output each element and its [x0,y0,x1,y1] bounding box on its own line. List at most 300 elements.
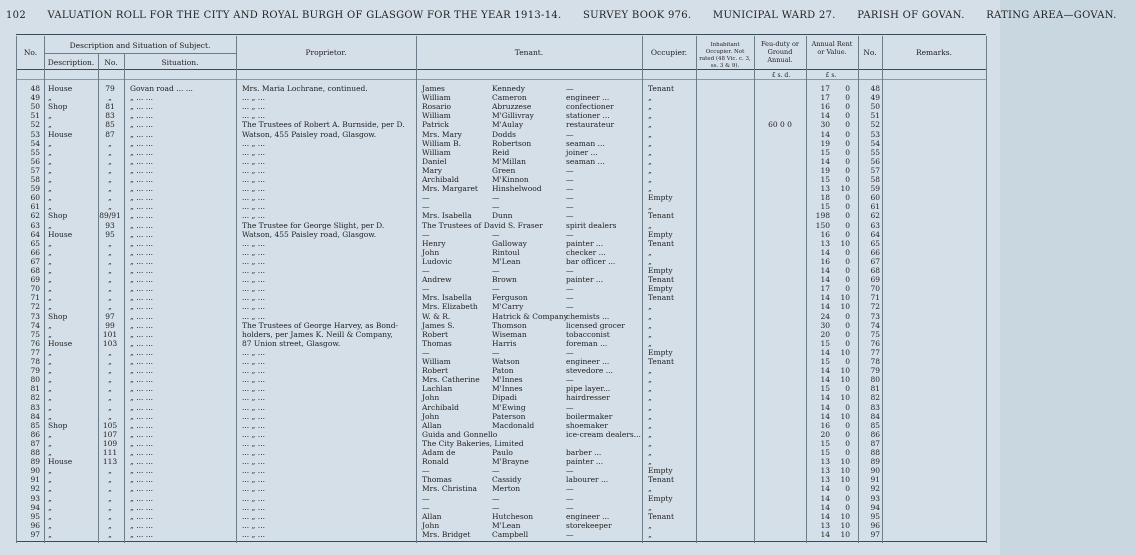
proprietor-cell: ... „ ... [242,484,265,494]
tenant-firstname-cell: Mrs. Bridget [422,529,471,539]
col-sep [124,53,125,543]
situation-cell: „ ... ... [130,165,153,175]
situation-cell: „ ... ... [130,457,153,467]
roll-title: VALUATION ROLL FOR THE CITY AND ROYAL BURGH OF GLASGOW FOR THE YEAR 1913-14. [47,10,562,21]
description-cell: „ [48,475,52,485]
entry-no: 93 [30,493,40,503]
tenant-surname-cell: Reid [492,147,510,157]
street-number-cell: 101 [102,329,118,339]
col-occupier: Occupier. [650,48,688,57]
situation-cell: Govan road ... ... [130,84,193,93]
proprietor-cell: ... „ ... [242,256,265,266]
rent-shillings-cell: 0 [845,247,850,257]
tenant-occupation-cell: — [566,347,574,357]
occupier-cell: Tenant [648,293,675,303]
rent-shillings-cell: 10 [840,302,850,312]
tenant-occupation-cell: engineer ... [566,93,610,103]
proprietor-cell: ... „ ... [242,347,265,357]
tenant-occupation-cell: seaman ... [566,156,605,166]
street-number-cell: „ [108,247,112,257]
rent-shillings-cell: 10 [840,475,850,485]
rent-pounds-cell: 15 [820,384,830,394]
entry-no: 62 [30,211,40,221]
occupier-cell: Empty [648,493,673,503]
rent-shillings-cell: 0 [845,156,850,166]
situation-cell: „ ... ... [130,120,153,130]
street-number-cell: „ [108,266,112,275]
situation-cell: „ ... ... [130,156,153,166]
occupier-cell: Empty [648,284,673,294]
col-sep [986,36,987,543]
rent-shillings-cell: 0 [845,448,850,457]
proprietor-cell: ... „ ... [242,102,265,112]
entry-no: 92 [30,484,40,494]
occupier-cell: Empty [648,347,673,357]
situation-cell: „ ... ... [130,484,153,494]
proprietor-cell: ... „ ... [242,457,265,467]
situation-cell: „ ... ... [130,238,153,248]
rent-pounds-cell: 13 [820,520,830,530]
rent-pounds-cell: 17 [820,284,830,294]
rent-pounds-cell: 16 [820,229,830,239]
proprietor-cell: ... „ ... [242,502,265,512]
proprietor-cell: ... „ ... [242,402,265,412]
page-number: 102 [6,10,26,21]
entry-no-right: 70 [870,284,880,294]
occupier-cell: Empty [648,193,673,203]
street-number-cell: „ [108,393,112,403]
entry-no-right: 91 [870,475,880,485]
description-cell: „ [48,366,52,376]
situation-cell: „ ... ... [130,175,153,184]
tenant-occupation-cell: engineer ... [566,511,610,521]
entry-no: 60 [30,193,40,203]
occupier-cell: Empty [648,266,673,275]
entry-no-right: 97 [870,529,880,539]
tenant-firstname-cell: Allan [422,511,442,521]
proprietor-cell: ... „ ... [242,247,265,257]
tenant-surname-cell: Thomson [492,320,527,330]
situation-cell: „ ... ... [130,302,153,312]
occupier-cell: „ [648,111,652,121]
entry-no-right: 82 [870,393,880,403]
proprietor-cell: ... „ ... [242,493,265,503]
rent-pounds-cell: 15 [820,357,830,366]
tenant-occupation-cell: boilermaker [566,411,613,421]
rent-shillings-cell: 0 [845,320,850,330]
tenant-surname-cell: M'Brayne [492,457,529,467]
tenant-occupation-cell: chemists ... [566,311,610,321]
rent-shillings-cell: 0 [845,275,850,285]
entry-no: 67 [30,256,40,266]
occupier-cell: „ [648,484,652,494]
proprietor-cell: ... „ ... [242,175,265,184]
entry-no-right: 93 [870,493,880,503]
top-rule [16,34,986,35]
proprietor-cell: ... „ ... [242,147,265,157]
tenant-surname-cell: — [492,502,500,512]
proprietor-cell: ... „ ... [242,511,265,521]
proprietor-cell: ... „ ... [242,393,265,403]
rent-shillings-cell: 10 [840,366,850,376]
entry-no: 56 [30,156,40,166]
description-cell: „ [48,320,52,330]
street-number-cell: „ [108,256,112,266]
tenant-firstname-cell: William [422,111,451,121]
tenant-surname-cell: M'Kinnon [492,175,529,184]
tenant-occupation-cell: painter ... [566,238,604,248]
proprietor-cell: ... „ ... [242,211,265,221]
proprietor-cell: ... „ ... [242,275,265,285]
street-number-cell: „ [108,147,112,157]
occupier-cell: Tenant [648,275,675,285]
rent-shillings-cell: 0 [845,93,850,103]
situation-cell: „ ... ... [130,184,153,194]
occupier-cell: „ [648,520,652,530]
entry-no-right: 94 [870,502,880,512]
situation-cell: „ ... ... [130,448,153,457]
entry-no: 54 [30,138,40,148]
description-cell: „ [48,393,52,403]
col-description: Description. [47,58,95,67]
description-cell: „ [48,175,52,184]
tenant-surname-cell: M'Aulay [492,120,524,130]
entry-no-right: 96 [870,520,880,530]
situation-cell: „ ... ... [130,220,153,230]
tenant-firstname-cell: — [422,193,430,203]
col-rent: Annual Rent or Value. [811,40,853,56]
rent-shillings-cell: 0 [845,256,850,266]
occupier-cell: „ [648,302,652,312]
street-number-cell: „ [108,529,112,539]
street-number-cell: „ [108,366,112,376]
situation-cell: „ ... ... [130,256,153,266]
description-cell: „ [48,202,52,212]
tenant-occupation-cell: — [566,466,574,476]
rent-pounds-cell: 13 [820,238,830,248]
description-cell: „ [48,247,52,257]
tenant-firstname-cell: Ronald [422,457,449,467]
entry-no-right: 92 [870,484,880,494]
col-inhabitant: Inhabitant Occupier. Not rated (48 Vic. c. 3, ss. 3 & 9). [699,42,751,69]
rent-pounds-cell: 14 [820,266,830,275]
street-number-cell: 89/91 [99,211,121,221]
tenant-surname-cell: M'Lean [492,520,521,530]
entry-no-right: 59 [870,184,880,194]
entry-no-right: 79 [870,366,880,376]
entry-no-right: 53 [870,129,880,139]
entry-no: 51 [30,111,40,121]
rent-shillings-cell: 0 [845,311,850,321]
entry-no-right: 66 [870,247,880,257]
rent-pounds-cell: 198 [815,211,830,221]
tenant-firstname-cell: — [422,347,430,357]
tenant-occupation-cell: bar officer ... [566,256,616,266]
occupier-cell: „ [648,502,652,512]
proprietor-cell: ... „ ... [242,302,265,312]
occupier-cell: „ [648,438,652,448]
description-cell: „ [48,375,52,385]
entry-no-right: 74 [870,320,880,330]
proprietor-cell: ... „ ... [242,366,265,376]
tenant-firstname-cell: John [422,393,440,403]
tenant-firstname-cell: Archibald [422,175,459,184]
tenant-surname-cell: Merton [492,484,521,494]
tenant-surname-cell: Abruzzese [492,102,532,112]
tenant-occupation-cell: — [566,493,574,503]
entry-no: 79 [30,366,40,376]
situation-cell: „ ... ... [130,366,153,376]
rent-shillings-cell: 0 [845,220,850,230]
street-number-cell: 99 [105,320,115,330]
occupier-cell: „ [648,129,652,139]
rating-area: RATING AREA—GOVAN. [986,10,1117,21]
entry-no: 49 [30,93,40,103]
description-cell: „ [48,256,52,266]
tenant-surname-cell: Hinshelwood [492,184,542,194]
tenant-surname-cell: — [492,266,500,275]
entry-no-right: 51 [870,111,880,121]
description-cell: „ [48,511,52,521]
tenant-occupation-cell: — [566,129,574,139]
entry-no: 81 [30,384,40,394]
tenant-occupation-cell: — [566,266,574,275]
proprietor-cell: ... „ ... [242,475,265,485]
description-cell: „ [48,357,52,366]
rent-pounds-cell: 17 [820,93,830,103]
tenant-surname-cell: M'Gillivray [492,111,534,121]
situation-cell: „ ... ... [130,102,153,112]
proprietor-cell: Mrs. Maria Lochrane, continued. [242,84,368,93]
tenant-occupation-cell: stevedore ... [566,366,613,376]
tenant-occupation-cell: — [566,193,574,203]
rent-shillings-cell: 0 [845,266,850,275]
tenant-firstname-cell: The Trustees of David S. Fraser [422,220,543,230]
tenant-firstname-cell: William [422,147,451,157]
street-number-cell: „ [108,193,112,203]
description-cell: Shop [48,311,68,321]
entry-no-right: 83 [870,402,880,412]
rent-shillings-cell: 0 [845,329,850,339]
tenant-occupation-cell: — [566,302,574,312]
occupier-cell: „ [648,120,652,130]
rent-pounds-cell: 17 [820,84,830,93]
rent-pounds-cell: 24 [820,311,830,321]
rent-pounds-cell: 14 [820,484,830,494]
tenant-occupation-cell: — [566,202,574,212]
entry-no-right: 57 [870,165,880,175]
tenant-surname-cell: — [492,466,500,476]
tenant-occupation-cell: seaman ... [566,138,605,148]
entry-no: 90 [30,466,40,476]
rent-shillings-cell: 0 [845,484,850,494]
rent-pounds-cell: 13 [820,466,830,476]
entry-no-right: 88 [870,448,880,457]
tenant-firstname-cell: The City Bakeries, Limited [422,438,524,448]
tenant-surname-cell: Cassidy [492,475,522,485]
proprietor-cell: The Trustees of George Harvey, as Bond- [242,320,399,330]
tenant-surname-cell: Macdonald [492,420,535,430]
rent-shillings-cell: 0 [845,120,850,130]
entry-no: 87 [30,438,40,448]
proprietor-cell: ... „ ... [242,429,265,439]
entry-no-right: 61 [870,202,880,212]
rent-shillings-cell: 10 [840,375,850,385]
tenant-occupation-cell: checker ... [566,247,606,257]
street-number-cell: 103 [102,338,118,348]
proprietor-cell: ... „ ... [242,238,265,248]
proprietor-cell: ... „ ... [242,466,265,476]
tenant-firstname-cell: — [422,493,430,503]
entry-no-right: 81 [870,384,880,394]
street-number-cell: „ [108,175,112,184]
occupier-cell: „ [648,138,652,148]
entry-no: 75 [30,329,40,339]
occupier-cell: „ [648,338,652,348]
proprietor-cell: ... „ ... [242,448,265,457]
description-cell: „ [48,438,52,448]
situation-cell: „ ... ... [130,275,153,285]
situation-cell: „ ... ... [130,229,153,239]
description-cell: Shop [48,211,68,221]
situation-cell: „ ... ... [130,147,153,157]
tenant-occupation-cell: — [566,529,574,539]
proprietor-cell: Watson, 455 Paisley road, Glasgow. [242,229,377,239]
occupier-cell: „ [648,93,652,103]
proprietor-cell: ... „ ... [242,293,265,303]
tenant-occupation-cell: barber ... [566,448,602,457]
rent-pounds-cell: 16 [820,256,830,266]
situation-cell: „ ... ... [130,202,153,212]
street-number-cell: 81 [105,102,115,112]
tenant-surname-cell: M'Ewing [492,402,526,412]
tenant-occupation-cell: stationer ... [566,111,610,121]
tenant-occupation-cell: joiner ... [566,147,598,157]
entry-no-right: 58 [870,175,880,184]
entry-no: 71 [30,293,40,303]
tenant-surname-cell: Hatrick & Company [492,311,568,321]
rent-pounds-cell: 16 [820,102,830,112]
rent-pounds-cell: 15 [820,202,830,212]
tenant-surname-cell: M'Lean [492,256,521,266]
entry-no: 78 [30,357,40,366]
rent-pounds-cell: 13 [820,457,830,467]
entry-no-right: 95 [870,511,880,521]
tenant-firstname-cell: Adam de [422,448,456,457]
col-situation: Situation. [161,58,199,67]
street-number-cell: „ [108,202,112,212]
entry-no: 95 [30,511,40,521]
description-cell: House [48,229,73,239]
tenant-firstname-cell: James S. [422,320,455,330]
rent-pounds-cell: 14 [820,347,830,357]
occupier-cell: „ [648,420,652,430]
tenant-firstname-cell: Thomas [422,338,452,348]
entry-no: 65 [30,238,40,248]
proprietor-cell: The Trustee for George Slight, per D. [242,220,385,230]
description-cell: „ [48,293,52,303]
situation-cell: „ ... ... [130,266,153,275]
tenant-occupation-cell: spirit dealers [566,220,617,230]
occupier-cell: „ [648,457,652,467]
proprietor-cell: ... „ ... [242,184,265,194]
feu-currency: £ s. d. [771,72,791,79]
street-number-cell: „ [108,411,112,421]
col-sep [858,36,859,543]
entry-no: 76 [30,338,40,348]
tenant-occupation-cell: — [566,402,574,412]
occupier-cell: „ [648,320,652,330]
tenant-surname-cell: — [492,193,500,203]
proprietor-cell: ... „ ... [242,357,265,366]
tenant-firstname-cell: Allan [422,420,442,430]
occupier-cell: „ [648,184,652,194]
description-cell: House [48,338,73,348]
entry-no: 83 [30,402,40,412]
tenant-firstname-cell: John [422,520,440,530]
proprietor-cell: ... „ ... [242,193,265,203]
rent-pounds-cell: 15 [820,175,830,184]
entry-no-right: 64 [870,229,880,239]
rent-shillings-cell: 10 [840,466,850,476]
entry-no-right: 76 [870,338,880,348]
tenant-surname-cell: Campbell [492,529,529,539]
rent-pounds-cell: 13 [820,184,830,194]
situation-cell: „ ... ... [130,511,153,521]
tenant-surname-cell: M'Innes [492,384,523,394]
description-cell: „ [48,429,52,439]
tenant-firstname-cell: — [422,266,430,275]
description-cell: House [48,84,73,93]
occupier-cell: Tenant [648,238,675,248]
proprietor-cell: 87 Union street, Glasgow. [242,338,341,348]
tenant-occupation-cell: — [566,175,574,184]
proprietor-cell: ... „ ... [242,375,265,385]
rent-shillings-cell: 0 [845,111,850,121]
tenant-firstname-cell: Guida and Gonnello [422,429,498,439]
street-number-cell: „ [108,402,112,412]
tenant-firstname-cell: W. & R. [422,311,451,321]
proprietor-cell: ... „ ... [242,202,265,212]
tenant-occupation-cell: — [566,84,574,93]
situation-cell: „ ... ... [130,193,153,203]
proprietor-cell: ... „ ... [242,529,265,539]
tenant-surname-cell: Kennedy [492,84,525,93]
rent-pounds-cell: 14 [820,366,830,376]
tenant-surname-cell: Ferguson [492,293,528,303]
occupier-cell: Tenant [648,357,675,366]
municipal-ward: MUNICIPAL WARD 27. [712,10,836,21]
rent-shillings-cell: 0 [845,338,850,348]
tenant-firstname-cell: John [422,411,440,421]
tenant-firstname-cell: William [422,93,451,103]
tenant-occupation-cell: hairdresser [566,393,610,403]
tenant-occupation-cell: painter ... [566,275,604,285]
situation-cell: „ ... ... [130,93,153,103]
proprietor-cell: ... „ ... [242,165,265,175]
rent-shillings-cell: 0 [845,147,850,157]
entry-no-right: 49 [870,93,880,103]
description-cell: „ [48,266,52,275]
entry-no: 89 [30,457,40,467]
description-cell: „ [48,411,52,421]
rent-shillings-cell: 10 [840,411,850,421]
entry-no-right: 72 [870,302,880,312]
description-cell: „ [48,466,52,476]
proprietor-cell: ... „ ... [242,284,265,294]
situation-cell: „ ... ... [130,347,153,357]
occupier-cell: „ [648,202,652,212]
